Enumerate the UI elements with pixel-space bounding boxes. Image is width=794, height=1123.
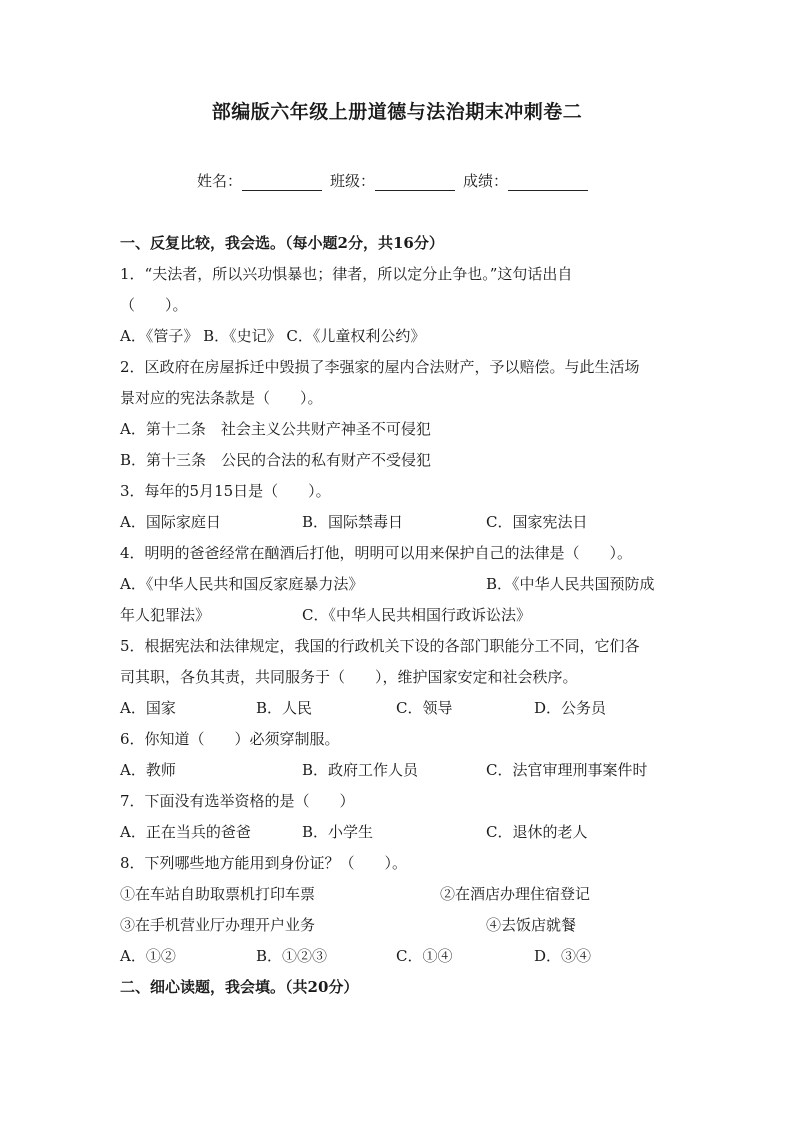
- q4-options-row2: [120, 604, 680, 624]
- q4-option-c: C．《中华人民共相国行政诉讼法》: [302, 606, 531, 624]
- score-label: 成绩：: [463, 172, 509, 190]
- q4-option-a: A．《中华人民共和国反家庭暴力法》: [120, 575, 364, 593]
- name-label: 姓名：: [197, 172, 243, 190]
- q5-options-row: [120, 697, 680, 717]
- q6-options-row: [120, 759, 680, 779]
- q3-options-row: [120, 511, 680, 531]
- q3-option-c: C．国家宪法日: [486, 513, 588, 531]
- q6-option-b: B．政府工作人员: [302, 761, 419, 779]
- q5-option-a: A．国家: [120, 699, 176, 717]
- q7-option-b: B．小学生: [302, 823, 374, 841]
- class-label: 班级：: [330, 172, 376, 190]
- q5-stem-line2: 司其职，各负其责，共同服务于（ ），维护国家安定和社会秩序。: [120, 668, 578, 686]
- q7-options-row: [120, 821, 680, 841]
- q2-stem-line1: 2．区政府在房屋拆迁中毁损了李强家的屋内合法财产，予以赔偿。与此生活场: [120, 358, 640, 376]
- q1-options: A．《管子》 B．《史记》 C．《儿童权利公约》: [120, 327, 426, 345]
- q4-option-b-part2: 年人犯罪法》: [120, 606, 211, 624]
- q3-stem: 3．每年的5月15日是（ ）。: [120, 482, 331, 500]
- q7-stem: 7．下面没有选举资格的是（ ）: [120, 792, 355, 810]
- q2-option-b: B．第十三条 公民的合法的私有财产不受侵犯: [120, 451, 432, 469]
- q3-option-b: B．国际禁毒日: [302, 513, 404, 531]
- q8-item-4: ④去饭店就餐: [486, 916, 577, 934]
- q1-stem-line2: （ ）。: [120, 296, 188, 314]
- q8-items-row2: [120, 914, 680, 934]
- score-blank[interactable]: [508, 174, 588, 191]
- student-info-row: [197, 170, 596, 191]
- q2-stem-line2: 景对应的宪法条款是（ ）。: [120, 389, 323, 407]
- q8-option-d: D．③④: [534, 947, 592, 965]
- q8-stem: 8．下列哪些地方能用到身份证？（ ）。: [120, 854, 408, 872]
- q8-item-1: ①在车站自助取票机打印车票: [120, 885, 316, 903]
- q8-items-row1: [120, 883, 680, 903]
- q8-item-2: ②在酒店办理住宿登记: [440, 885, 591, 903]
- q8-options-row: [120, 945, 680, 965]
- q8-option-c: C．①④: [396, 947, 453, 965]
- q4-options-row1: [120, 573, 680, 593]
- q8-option-b: B．①②③: [256, 947, 328, 965]
- q6-stem: 6．你知道（ ）必须穿制服。: [120, 730, 340, 748]
- q5-option-b: B．人民: [256, 699, 313, 717]
- name-blank[interactable]: [242, 174, 322, 191]
- q3-option-a: A．国际家庭日: [120, 513, 221, 531]
- q7-option-c: C．退休的老人: [486, 823, 588, 841]
- q4-option-b-part1: B．《中华人民共国预防成: [486, 575, 655, 593]
- class-blank[interactable]: [375, 174, 455, 191]
- section1-heading: 一、反复比较，我会选。（每小题2分，共16分）: [120, 234, 444, 252]
- q8-item-3: ③在手机营业厅办理开户业务: [120, 916, 316, 934]
- q5-option-d: D．公务员: [534, 699, 607, 717]
- q6-option-a: A．教师: [120, 761, 176, 779]
- q5-stem-line1: 5．根据宪法和法律规定，我国的行政机关下设的各部门职能分工不同，它们各: [120, 637, 640, 655]
- q7-option-a: A．正在当兵的爸爸: [120, 823, 251, 841]
- q5-option-c: C．领导: [396, 699, 453, 717]
- section2-heading: 二、细心读题，我会填。（共20分）: [120, 978, 359, 996]
- q8-option-a: A．①②: [120, 947, 176, 965]
- q2-option-a: A．第十二条 社会主义公共财产神圣不可侵犯: [120, 420, 431, 438]
- q1-stem-line1: 1．“夫法者，所以兴功惧暴也；律者，所以定分止争也。”这句话出自: [120, 265, 573, 283]
- page-title: 部编版六年级上册道德与法治期末冲刺卷二: [211, 101, 583, 123]
- q6-option-c: C．法官审理刑事案件时: [486, 761, 648, 779]
- q4-stem: 4．明明的爸爸经常在酗酒后打他，明明可以用来保护自己的法律是（ ）。: [120, 544, 633, 562]
